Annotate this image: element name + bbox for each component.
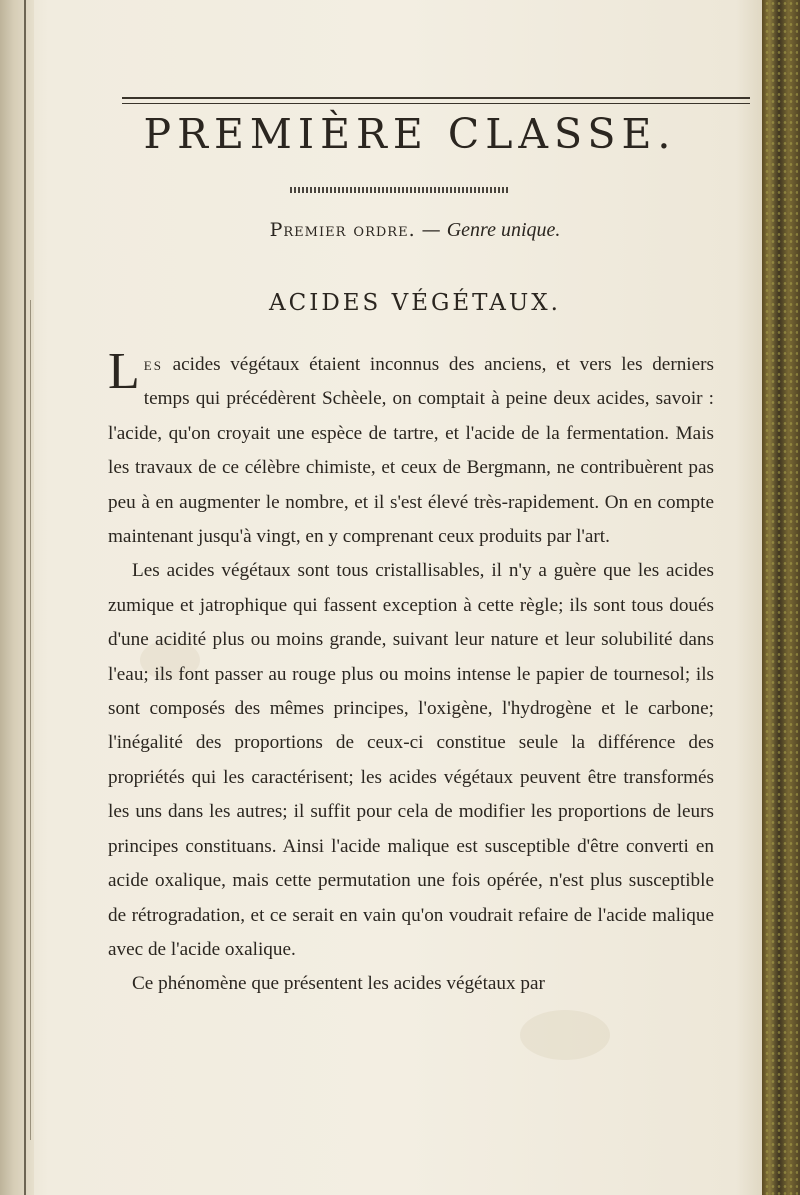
order-genre: Genre unique. [446, 219, 561, 241]
first-word: es [143, 354, 163, 375]
paragraph [108, 343, 715, 554]
drop-cap: L [108, 343, 140, 400]
header-rule [122, 97, 750, 99]
paper-stain [520, 1010, 610, 1060]
order-line [0, 219, 800, 242]
gutter-line [24, 0, 26, 1195]
paragraph: Les acides végétaux sont tous cristallisables, il n'y a guère que les acides zumique et jatrophique qui fassent exception à cette règle; ils sont tous doués d'une acidité plus ou moins grande, suivant leur nature et leur solubilité dans l'eau; ils font passer au rouge plus ou moins intense le papier de tournesol; ils sont composés des mêmes principes, l'oxigène, l'hydrogène et le carbone; l'inégalité des proportions de ceux-ci constitue seule la différence des propriétés qui les caractérisent; les acides végétaux peuvent être transformés les uns dans les autres; il suffit pour cela de modifier les proportions de leurs principes constituans. Ainsi l'acide malique est susceptible d'être converti en acide oxalique, mais cette permutation une fois opérée, n'est plus susceptible de rétrogradation, et ce serait en vain qu'on voudrait refaire de l'acide malique avec de l'acide oxalique. [108, 560, 714, 960]
section-heading: ACIDES VÉGÉTAUX. [269, 290, 561, 316]
page-title: PREMIÈRE CLASSE. [143, 110, 677, 158]
order-dash: — [421, 219, 441, 241]
paragraph: Ce phénomène que présentent les acides végétaux par [132, 973, 545, 995]
body-text [108, 343, 715, 1002]
decorative-ornament [290, 187, 510, 193]
order-label: Premier ordre. [269, 219, 416, 241]
page-edge-texture [764, 0, 798, 1195]
gutter-line-secondary [30, 300, 31, 1140]
paragraph-text: acides végétaux étaient inconnus des anciens, et vers les derniers temps qui précédèrent Schèele, on comptait à peine deux acides, savoir : l'acide, qu'on croyait une espèce de tartre, et l'acide de la fermentation. Mais les travaux de ce célèbre chimiste, et ceux de Bergmann, ne contribuèrent pas peu à en augmenter le nombre, et il s'est élevé très-rapidement. On en compte maintenant jusqu'à vingt, en y comprenant ceux produits par l'art. [108, 354, 715, 548]
header-rule-thin [122, 103, 750, 104]
page-gutter [0, 0, 34, 1195]
